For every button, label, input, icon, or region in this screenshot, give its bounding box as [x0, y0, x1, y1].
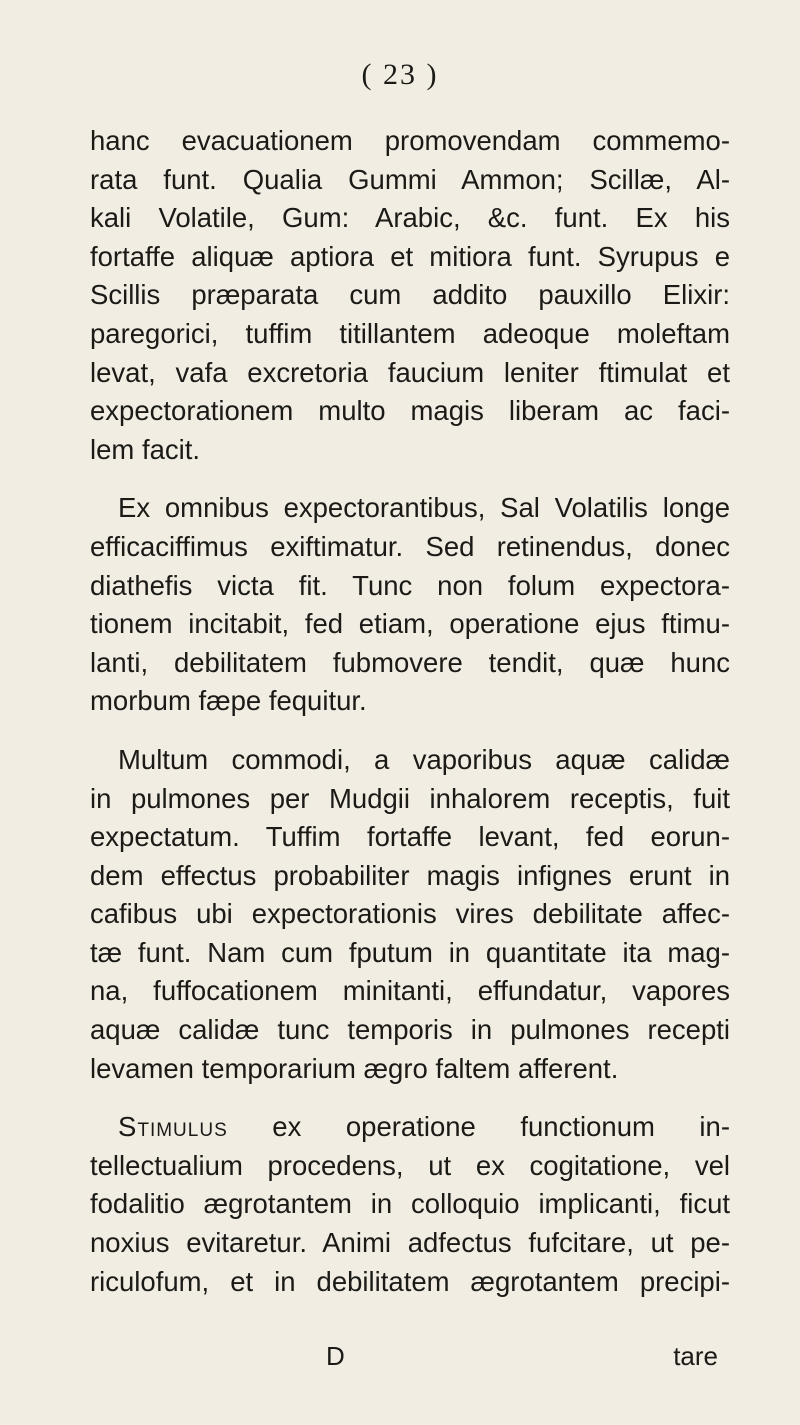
text-line: in pulmones per Mudgii inhalorem receptis, fuit	[90, 782, 730, 814]
text-line: diathefis victa fit. Tunc non folum expectora-	[90, 569, 730, 601]
text-line: levamen temporarium ægro faltem afferent.	[90, 1052, 619, 1084]
text-line: paregorici, tuffim titillantem adeoque moleftam	[90, 317, 730, 349]
text-fragment: ex operatione functionum in-	[227, 1111, 730, 1143]
text-line: lem facit.	[90, 433, 201, 465]
text-line: tionem incitabit, fed etiam, operatione ejus ftimu-	[90, 608, 730, 640]
text-line: Scillis præparata cum addito pauxillo Elixir:	[90, 279, 730, 311]
text-line: Ex omnibus expectorantibus, Sal Volatilis longe	[118, 492, 730, 524]
paragraph-4	[90, 1108, 730, 1301]
text-line: rata funt. Qualia Gummi Ammon; Scillæ, Al-	[90, 163, 730, 195]
text-line: aquæ calidæ tunc temporis in pulmones recepti	[90, 1014, 730, 1046]
text-line: cafibus ubi expectorationis vires debilitate affec-	[90, 898, 730, 930]
catchword: tare	[673, 1341, 718, 1371]
lead-word: Stimulus	[118, 1111, 228, 1143]
paragraph-2	[90, 489, 730, 721]
page-footer	[90, 1341, 730, 1381]
text-line: dem effectus probabiliter magis infignes erunt in	[90, 859, 730, 891]
text-line: tellectualium procedens, ut ex cogitatione, vel	[90, 1149, 730, 1181]
page-number: ( 23 )	[361, 58, 439, 91]
text-line: noxius evitaretur. Animi adfectus fufcitare, ut pe-	[90, 1227, 730, 1259]
text-line: levat, vafa excretoria faucium leniter ftimulat et	[90, 356, 730, 388]
text-line: Multum commodi, a vaporibus aquæ calidæ	[118, 743, 730, 775]
text-line: kali Volatile, Gum: Arabic, &c. funt. Ex his	[90, 202, 730, 234]
text-line	[90, 1108, 730, 1147]
text-line: fodalitio ægrotantem in colloquio implicanti, ficut	[90, 1188, 730, 1220]
text-line: expectatum. Tuffim fortaffe levant, fed eorun-	[90, 821, 730, 853]
text-line: morbum fæpe fequitur.	[90, 685, 367, 717]
body-text	[90, 122, 730, 1321]
paragraph-3	[90, 741, 730, 1088]
text-line: na, fuffocationem minitanti, effundatur, vapores	[90, 975, 730, 1007]
signature-mark: D	[326, 1341, 345, 1371]
text-line: fortaffe aliquæ aptiora et mitiora funt. Syrupus e	[90, 240, 730, 272]
text-line: riculofum, et in debilitatem ægrotantem precipi-	[90, 1265, 730, 1297]
text-line: lanti, debilitatem fubmovere tendit, quæ hunc	[90, 646, 730, 678]
paragraph-1	[90, 122, 730, 469]
text-line: hanc evacuationem promovendam commemo-	[90, 125, 730, 156]
text-line: tæ funt. Nam cum fputum in quantitate ita mag-	[90, 936, 730, 968]
text-line: efficaciffimus exiftimatur. Sed retinendus, donec	[90, 530, 730, 562]
text-line: expectorationem multo magis liberam ac faci-	[90, 395, 730, 427]
